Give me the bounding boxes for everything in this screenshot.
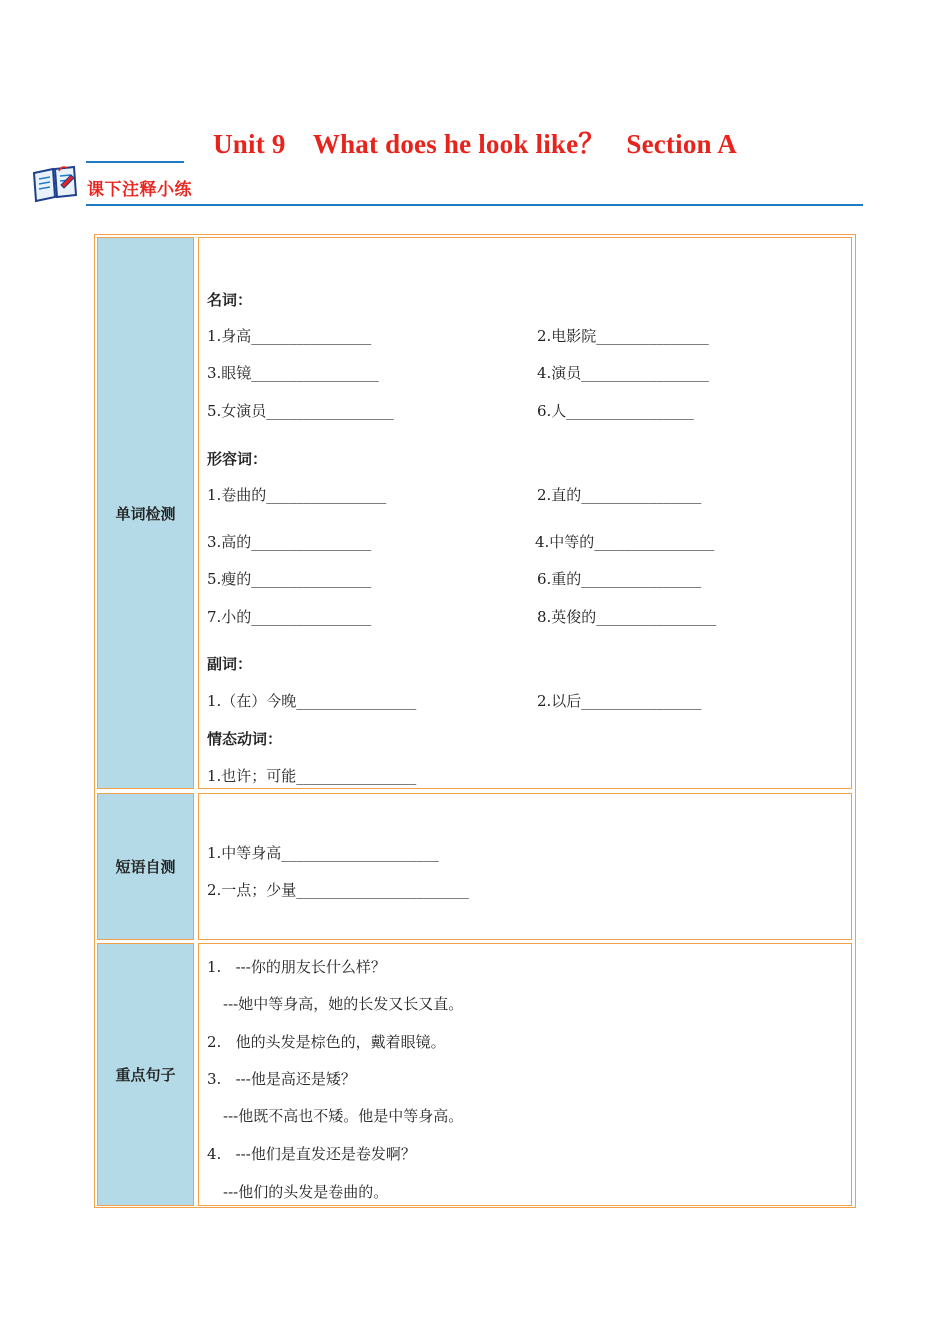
phrases-label-cell — [97, 793, 194, 940]
phrase-item: 1.中等身高_____________________ — [207, 844, 439, 862]
sentence-line: ---他既不高也不矮。他是中等身高。 — [223, 1107, 464, 1125]
noun-item: 5.女演员_________________ — [207, 402, 394, 420]
noun-item: 1.身高________________ — [207, 327, 372, 345]
sentences-content-cell — [198, 943, 852, 1206]
adverb-item: 1.（在）今晚________________ — [207, 692, 417, 710]
exercise-table — [94, 234, 856, 1208]
words-content-cell — [198, 237, 852, 789]
adjective-item: 3.高的________________ — [207, 533, 372, 551]
noun-item: 2.电影院_______________ — [537, 327, 709, 345]
sentences-label: 重点句子 — [115, 1066, 176, 1084]
sentence-line: ---他们的头发是卷曲的。 — [223, 1183, 389, 1201]
nouns-header: 名词： — [207, 291, 253, 309]
words-label: 单词检测 — [115, 504, 176, 523]
adjective-item: 2.直的________________ — [537, 486, 702, 504]
sentence-line: 3. ---他是高还是矮？ — [207, 1070, 356, 1088]
adjective-item: 8.英俊的________________ — [537, 608, 717, 626]
adjective-item: 5.瘦的________________ — [207, 570, 372, 588]
words-label-cell — [97, 237, 194, 789]
phrases-row — [95, 791, 854, 941]
sentences-row — [95, 941, 854, 1207]
adjective-item: 7.小的________________ — [207, 608, 372, 626]
modal-verbs-header: 情态动词： — [207, 730, 283, 748]
adjective-item: 1.卷曲的________________ — [207, 486, 387, 504]
noun-item: 4.演员_________________ — [537, 364, 709, 382]
sentence-line: 2. 他的头发是棕色的，戴着眼镜。 — [207, 1033, 446, 1051]
noun-item: 6.人_________________ — [537, 402, 694, 420]
modal-verb-item: 1.也许；可能________________ — [207, 767, 417, 785]
sentence-line: ---她中等身高，她的长发又长又直。 — [223, 995, 464, 1013]
section-top-line — [86, 161, 184, 163]
adjective-item: 6.重的________________ — [537, 570, 702, 588]
phrases-label: 短语自测 — [115, 858, 176, 876]
noun-item: 3.眼镜_________________ — [207, 364, 379, 382]
sentence-line: 4. ---他们是直发还是卷发啊？ — [207, 1145, 416, 1163]
adjective-item: 4.中等的________________ — [535, 533, 715, 551]
sentence-line: 1. ---你的朋友长什么样？ — [207, 958, 386, 976]
section-underline — [86, 204, 863, 206]
words-row — [95, 235, 854, 791]
adverb-item: 2.以后________________ — [537, 692, 702, 710]
page-title: Unit 9 What does he look like？ Section A — [213, 129, 737, 159]
phrase-item: 2.一点；少量_______________________ — [207, 881, 469, 899]
section-label: 课下注释小练 — [87, 180, 192, 200]
notebook-icon — [31, 163, 81, 203]
adverbs-header: 副词： — [207, 655, 253, 673]
adjectives-header: 形容词： — [207, 450, 268, 468]
phrases-content-cell — [198, 793, 852, 940]
sentences-label-cell — [97, 943, 194, 1206]
